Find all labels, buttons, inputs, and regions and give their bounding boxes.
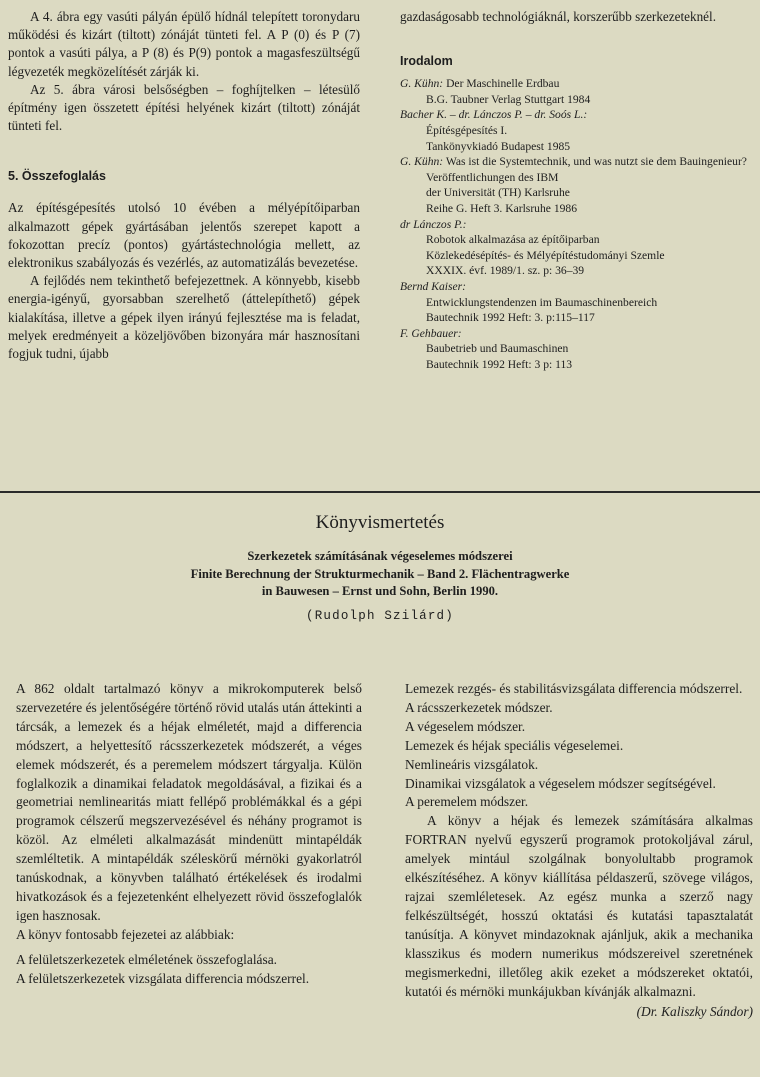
reference-item	[400, 326, 752, 373]
review-left-column	[16, 680, 362, 989]
reference-item	[400, 154, 752, 216]
paragraph-fig5: Az 5. ábra városi belsőségben – foghíjtelken – létesülő építmény igen összetett építési helyének kizárt (tiltott) zónáját tünteti fel.	[8, 81, 360, 134]
reference-line: Bautechnik 1992 Heft: 3. p:115–117	[426, 311, 595, 325]
review-chapter-item: Dinamikai vizsgálatok a végeselem módszer segítségével.	[405, 775, 716, 791]
review-chapter-item: Lemezek rezgés- és stabilitásvizsgálata differencia módszerrel.	[405, 681, 743, 696]
reviewer-signature: (Dr. Kaliszky Sándor)	[636, 1004, 753, 1020]
references-heading: Irodalom	[400, 54, 453, 69]
review-paragraph-1: A 862 oldalt tartalmazó könyv a mikrokomputerek belső szervezetére és jelentőségére történő rövid utalás után áttekinti a tárcsák, a lemezek és a héjak elméletét, majd a differencia módszert, a helyettesítő rácsszerkezetek módszerét, a véges elemek módszerét, és a peremelem módszert tárgyalja. Külön foglalkozik a dinamikai feladatok megoldásával, a fizikai és a geometriai nemlinearitás miatt fellépő problémákkal és a gépi programok célszerű megszervezésével és néhány programot is közöl. Az elméleti alkalmazását mindenütt mintapéldák szemléltetik. A mintapéldák széleskörű mérnöki gyakorlatról tanúskodnak, a könyvben található értékelések és irodalmi hivatkozások és a fejezetenként elhelyezett rövid összefoglalók igen hasznosak.	[16, 681, 362, 923]
section-heading-summary: 5. Összefoglalás	[8, 169, 106, 184]
reference-line: Veröffentlichungen des IBM	[426, 170, 559, 184]
reference-author: Bernd Kaiser:	[400, 279, 467, 293]
review-chapter-item: A végeselem módszer.	[405, 718, 526, 734]
review-chapter-item: A felületszerkezetek vizsgálata differencia módszerrel.	[16, 970, 310, 986]
reference-line: B.G. Taubner Verlag Stuttgart 1984	[426, 92, 591, 106]
reference-author: G. Kühn:	[400, 77, 444, 91]
review-chapter-item: Lemezek és héjak speciális végeselemei.	[405, 737, 624, 753]
reference-line: Der Maschinelle Erdbau	[446, 77, 560, 91]
reference-line: Bautechnik 1992 Heft: 3 p: 113	[426, 357, 573, 371]
book-title-german: Finite Berechnung der Strukturmechanik – Band 2. Flächentragwerke	[190, 566, 570, 581]
reference-author: dr Lánczos P.:	[400, 217, 467, 231]
reference-author: Bacher K. – dr. Lánczos P. – dr. Soós L.:	[400, 108, 588, 122]
paragraph-continuation: gazdaságosabb technológiáknál, korszerűbb szerkezeteknél.	[400, 9, 716, 24]
reference-list	[400, 76, 752, 372]
top-right-column	[400, 8, 752, 372]
reference-line: Reihe G. Heft 3. Karlsruhe 1986	[426, 201, 578, 215]
reference-item	[400, 107, 752, 154]
reference-item	[400, 279, 752, 326]
reference-line: Építésgépesítés I.	[426, 123, 508, 137]
review-paragraph-2: A könyv a héjak és lemezek számítására alkalmas FORTRAN nyelvű egyszerű programok protokoljával zárul, amelyek mintául szolgálnak bonyolultabb programok elkészítéséhez. A könyv kiállítása példaszerű, szövege világos, rajzai szemléletesek. Az egész munka a szerző nagy felkészültségét, hosszú oktatási és kutatási tapasztalatát tanúsítja. A könyvet mindazoknak ajánljuk, akik a mechanika klasszikus és modern numerikus módszereivel szeretnének megismerkedni, illetőleg akik ezeket a módszereket oktatói, kutatói és mérnöki munkájukban kívánják alkalmazni.	[405, 813, 753, 999]
reference-line: Robotok alkalmazása az építőiparban	[426, 233, 600, 247]
reference-author: F. Gehbauer:	[400, 326, 462, 340]
paragraph-fig4: A 4. ábra egy vasúti pályán épülő hídnál telepített toronydaru működési és kizárt (tiltott) zónáját tünteti fel. A P (0) és P (7) pontok a vasúti pálya, a P (8) és P(9) pontok a magasfeszültségű légvezeték megközelítését zárják ki.	[8, 9, 360, 79]
top-left-column	[8, 8, 360, 363]
paragraph-summary-1: Az építésgépesítés utolsó 10 évében a mélyépítőiparban alkalmazott gépek gyártásában jelentős szerepet kapott a fokozottan precíz (pontos) gyártástechnológia mellett, az elektronikus szabályozás és vezérlés, az automatizálás bevezetése.	[8, 200, 360, 271]
reference-line: XXXIX. évf. 1989/1. sz. p: 36–39	[426, 264, 585, 278]
paragraph-summary-2: A fejlődés nem tekinthető befejezettnek. A könnyebb, kisebb energia-igényű, gyorsabban szerelhető (áttelepíthető) gépek kialakítása, illetve a gépek ilyen irányú fejlesztése ma is feladat, melyek eredményeit a közeljövőben bizonyára már hasznosítani fogjuk tudni, újabb	[8, 273, 360, 362]
reference-author: G. Kühn:	[400, 155, 444, 169]
review-chapter-item: A felületszerkezetek elméletének összefoglalása.	[16, 951, 277, 967]
reference-line: Entwicklungstendenzen im Baumaschinenbereich	[426, 295, 658, 309]
review-header	[0, 512, 760, 623]
book-title-hungarian: Szerkezetek számításának végeselemes módszerei	[247, 549, 513, 563]
reference-line: Baubetrieb und Baumaschinen	[426, 342, 569, 356]
review-chapter-item: A rácsszerkezetek módszer.	[405, 699, 553, 715]
review-title: Könyvismertetés	[315, 512, 445, 533]
reference-line: Közlekedésépítés- és Mélyépítéstudományi Szemle	[426, 248, 665, 262]
reference-line: Tankönyvkiadó Budapest 1985	[426, 139, 571, 153]
review-chapters-intro: A könyv fontosabb fejezetei az alábbiak:	[16, 926, 235, 942]
review-right-column	[405, 680, 753, 1022]
review-chapter-item: Nemlineáris vizsgálatok.	[405, 756, 539, 772]
reference-line: Was ist die Systemtechnik, und was nutzt sie dem Bauingenieur?	[445, 155, 747, 169]
book-author: (Rudolph Szilárd)	[306, 608, 454, 623]
section-divider	[0, 491, 760, 493]
book-publisher: in Bauwesen – Ernst und Sohn, Berlin 1990.	[261, 584, 499, 598]
reference-item	[400, 217, 752, 279]
reference-item	[400, 76, 752, 107]
reference-line: der Universität (TH) Karlsruhe	[426, 186, 570, 200]
review-chapter-item: A peremelem módszer.	[405, 794, 529, 810]
